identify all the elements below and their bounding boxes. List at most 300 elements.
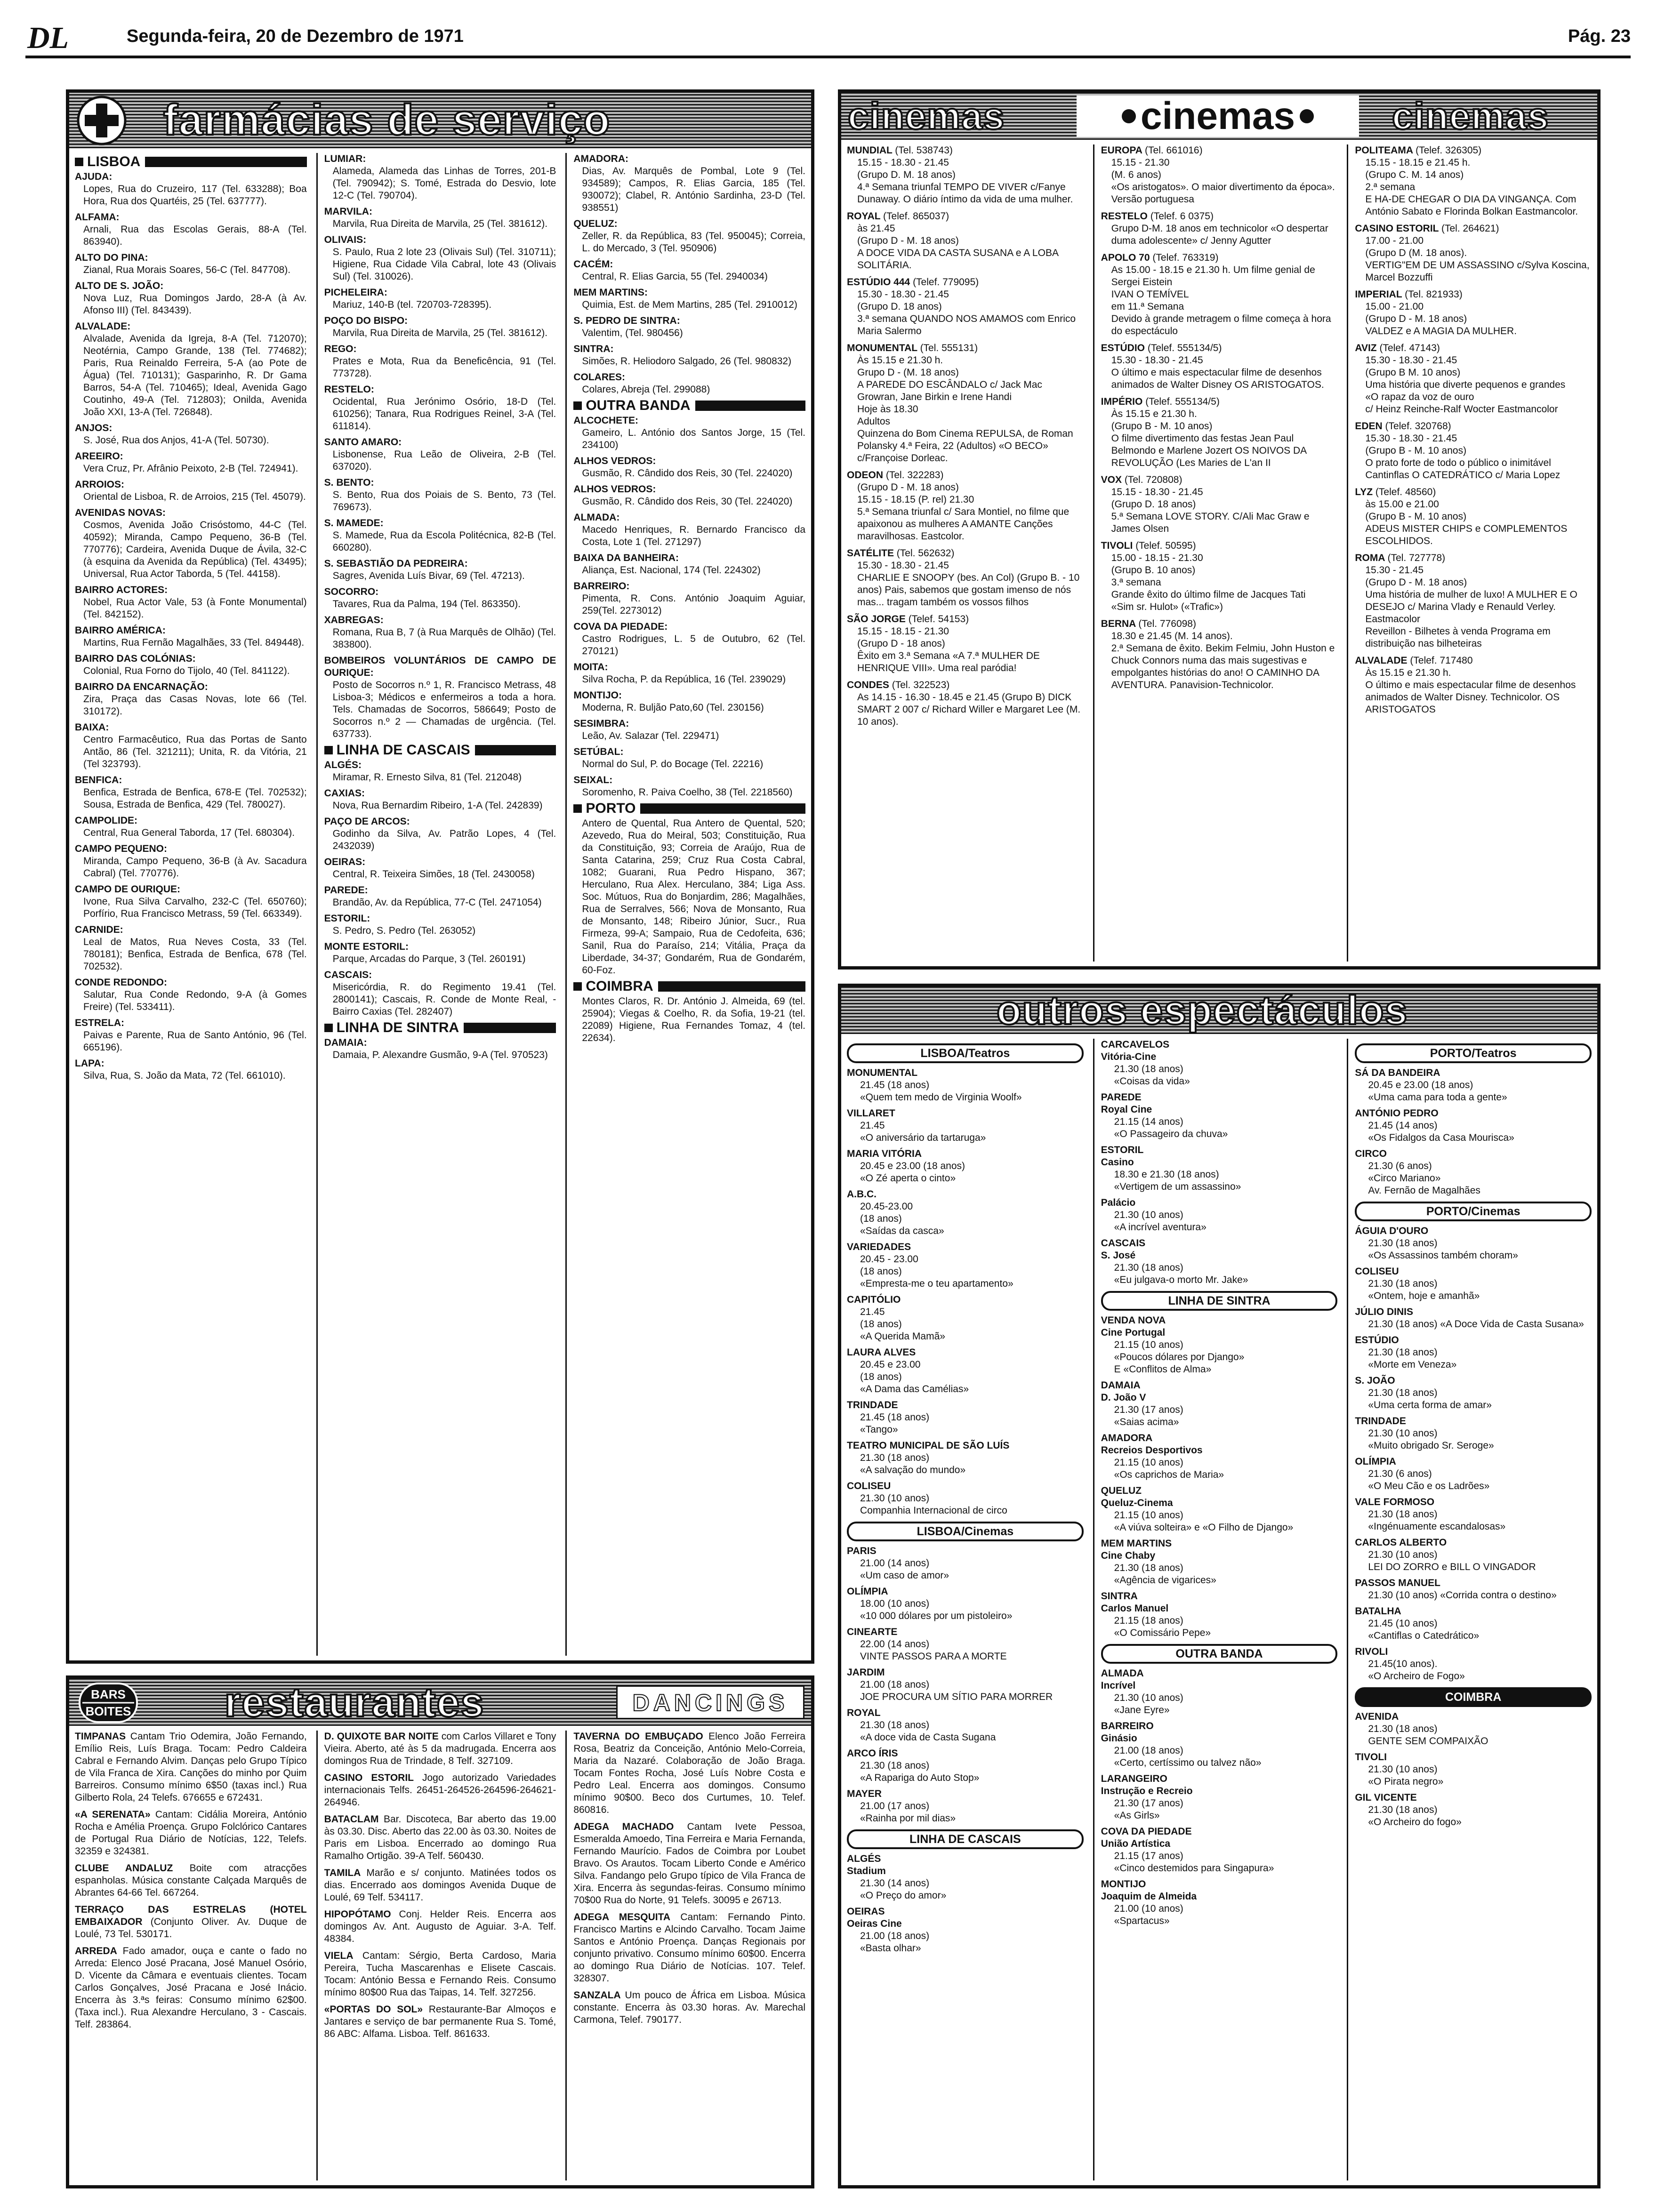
restaurantes-title: restaurantes <box>225 1679 485 1725</box>
bars-boites-badge <box>78 1682 139 1724</box>
outros-espectaculos-section <box>838 984 1601 2188</box>
cinema-phone: (Telef. 320768) <box>1385 421 1451 432</box>
pharmacy-entry <box>573 718 805 742</box>
category-pill: OUTRA BANDA <box>1101 1644 1338 1664</box>
pharmacy-details: Colonial, Rua Forno do Tijolo, 40 (Tel. 841122). <box>83 665 290 676</box>
cinema-phone: (Tel. 264621) <box>1441 223 1499 234</box>
pharmacy-area: MARVILA: <box>324 206 372 217</box>
show-details: 18.00 (10 anos) «10 000 dólares por um pistoleiro» <box>860 1598 1013 1621</box>
pharmacy-details: Alameda, Alameda das Linhas de Torres, 201-B (Tel. 790942); S. Tomé, Estrada do Desvio, lote 12-C (Tel. 790704). <box>332 166 556 201</box>
pharmacy-entry <box>75 171 307 208</box>
show-details: 21.45 (18 anos) «A Querida Mamã» <box>860 1306 945 1342</box>
category-pill: LISBOA/Teatros <box>847 1043 1084 1063</box>
pharmacy-details: Miranda, Campo Pequeno, 36-B (à Av. Sacadura Cabral) (Tel. 770776). <box>83 856 307 879</box>
pharmacy-details: Cosmos, Avenida João Crisóstomo, 44-C (Tel. 40592); Miranda, Campo Pequeno, 36-B (Tel. 770776); Cardeira, Avenida Duque de Ávila, 32-C (à esquina da Avenida da República) (Tel. 43495); Universal, Rua Actor Taborda, 5 (Tel. 44158). <box>83 520 307 579</box>
pharmacy-details: Moderna, R. Buljão Pato,60 (Tel. 230156) <box>582 702 764 713</box>
bar-name: SANZALA <box>573 1990 621 2001</box>
pharmacy-details: Gameiro, L. António dos Santos Jorge, 15 (Tel. 234100) <box>582 427 806 450</box>
cinema-listing <box>1355 552 1592 650</box>
show-details: 21.30 (10 anos) LEI DO ZORRO e BILL O VINGADOR <box>1368 1549 1536 1572</box>
pharmacy-details: Godinho da Silva, Av. Patrão Lopes, 4 (Tel. 2432039) <box>332 828 556 851</box>
pharmacy-entry <box>573 343 805 368</box>
venue-name: JÚLIO DINIS <box>1355 1306 1414 1317</box>
pharmacy-details: S. Mamede, Rua da Escola Politécnica, 82-B (Tel. 660280). <box>332 530 556 553</box>
venue-name: MARIA VITÓRIA <box>847 1148 922 1159</box>
cinema-name: VOX (Tel. 720808) <box>1101 474 1182 485</box>
venue-name: CINEARTE <box>847 1627 898 1637</box>
pharmacy-area: ALGÉS: <box>324 760 362 770</box>
show-listing <box>1101 1773 1338 1822</box>
pharmacy-entry <box>573 774 805 799</box>
pharmacy-area: ALHOS VEDROS: <box>573 484 656 495</box>
cinema-listing <box>847 144 1084 206</box>
bar-listing <box>573 1989 805 2026</box>
venue-name: S. JOÃO <box>1355 1375 1395 1386</box>
pharmacy-details: Salutar, Rua Conde Redondo, 9-A (à Gomes Freire) (Tel. 533411). <box>83 989 307 1012</box>
pharmacy-details: Oriental de Lisboa, R. de Arroios, 215 (Tel. 45079). <box>83 491 306 502</box>
outros-column-1 <box>847 1039 1084 2180</box>
venue-name: A.B.C. <box>847 1189 877 1200</box>
show-details: 21.30 (18 anos) «Eu julgava-o morto Mr. Jake» <box>1114 1262 1248 1285</box>
show-details: 18.30 e 21.30 (18 anos) «Vertigem de um assassino» <box>1114 1169 1241 1192</box>
pharmacy-details: Nova, Rua Bernardim Ribeiro, 1-A (Tel. 242839) <box>332 800 543 811</box>
issue-date: Segunda-feira, 20 de Dezembro de 1971 <box>127 26 464 46</box>
pharmacy-area: CAXIAS: <box>324 788 365 799</box>
venue-name: MONUMENTAL <box>847 1067 918 1078</box>
outros-title: outros espectáculos <box>997 988 1408 1033</box>
pharmacy-area: MEM MARTINS: <box>573 287 648 298</box>
dancings-label: DANCINGS <box>616 1685 804 1719</box>
cinemas-columns <box>847 144 1592 962</box>
pharmacy-area: PAREDE: <box>324 885 368 896</box>
show-details: 21.30 (6 anos) «Circo Mariano» Av. Fernão de Magalhães <box>1368 1161 1480 1196</box>
pharmacy-entry <box>324 517 556 554</box>
pharmacy-area: MOITA: <box>573 662 608 673</box>
pharmacy-area: PAÇO DE ARCOS: <box>324 816 410 827</box>
bullet-icon <box>1300 109 1314 123</box>
cinema-listing <box>1355 486 1592 547</box>
pharmacy-area: AREEIRO: <box>75 451 123 462</box>
bar-name: TAVERNA DO EMBUÇADO <box>573 1731 703 1742</box>
show-details: 21.30 (18 anos) «A doce vida de Casta Sugana <box>860 1720 996 1743</box>
pharmacy-entry <box>75 280 307 317</box>
show-listing <box>1355 1577 1592 1602</box>
venue-name: PARIS <box>847 1546 877 1556</box>
bar-listing <box>324 1908 556 1945</box>
pharmacy-details: Sagres, Avenida Luís Bivar, 69 (Tel. 47213). <box>332 570 525 581</box>
pharmacy-entry <box>324 969 556 1018</box>
svg-text:DL: DL <box>27 21 69 55</box>
farmacias-column-2 <box>316 153 556 1656</box>
show-listing <box>847 1241 1084 1290</box>
bar-details: Um pouco de África em Lisboa. Música constante. Encerra às 03.30 horas. Av. Marechal Carmona, Telef. 790177. <box>573 1990 806 2025</box>
show-details: 21.30 (6 anos) «O Meu Cão e os Ladrões» <box>1368 1468 1490 1491</box>
cinema-name: ALVALADE (Telef. 717480 <box>1355 655 1473 666</box>
cinemas-section <box>838 89 1601 970</box>
pharmacy-details: Lisbonense, Rua Leão de Oliveira, 2-B (Tel. 637020). <box>332 449 556 472</box>
pharmacy-area: ALTO DE S. JOÃO: <box>75 281 164 291</box>
cinema-name: IMPERIAL (Tel. 821933) <box>1355 289 1463 300</box>
cinema-details: (Grupo D - M. 18 anos) 15.15 - 18.15 (P. rel) 21.30 5.ª Semana triunfal c/ Sara Montiel, no filme que apaixonou as mulheres A AMANTE Canções maravilhosas. Eastcolor. <box>857 482 1070 542</box>
cinema-listing <box>847 613 1084 674</box>
bar-details: Cantam: Cidália Moreira, António Rocha e Amélia Proença. Grupo Folclórico Cantares de Portugal Rua Diário de Notícias, 122, Telefs. 32359 e 324381. <box>75 1809 307 1857</box>
venue-name: VARIEDADES <box>847 1242 911 1252</box>
masthead <box>25 21 1631 55</box>
pharmacy-entry <box>573 621 805 657</box>
show-details: 21.45 (18 anos) «Quem tem medo de Virginia Woolf» <box>860 1080 1022 1103</box>
pharmacy-entry <box>324 558 556 582</box>
show-listing <box>847 1188 1084 1237</box>
cinemas-column-2 <box>1093 144 1338 962</box>
cinema-name: ESTÚDIO 444 (Telef. 779095) <box>847 277 979 288</box>
pharmacy-area: AJUDA: <box>75 171 113 182</box>
pharmacy-area: BAIRRO DAS COLÓNIAS: <box>75 653 196 664</box>
bar-listing <box>573 1821 805 1907</box>
bar-details: Bar. Discoteca, Bar aberto das 19.00 às 03.30. Disc. Aberto das 22.00 às 03.30. Noites de Paris em Lisboa. Encerrado ao domingo Rua Ramalho Ortigão. 39-A Telf. 560430. <box>324 1814 556 1861</box>
cinema-phone: (Telef. 48560) <box>1375 487 1436 497</box>
venue-name: CARCAVELOS Vitória-Cine <box>1101 1039 1170 1062</box>
pharmacy-details: Benfica, Estrada de Benfica, 678-E (Tel. 702532); Sousa, Estrada de Benfica, 429 (Tel. 780027). <box>83 787 307 810</box>
cinema-listing <box>847 276 1084 337</box>
cinema-details: Às 15.15 e 21.30 h. (Grupo B - M. 10 anos) O filme divertimento das festas Jean Paul Belmondo e Marlene Jozert OS NOIVOS DA REVOLUÇÃO (Les Maries de L'an II <box>1111 409 1307 468</box>
linha-cascais-heading: LINHA DE CASCAIS <box>324 744 556 756</box>
pharmacy-area: ESTRELA: <box>75 1018 124 1028</box>
pharmacy-details: Romana, Rua B, 7 (à Rua Marquês de Olhão) (Tel. 383800). <box>332 627 556 650</box>
venue-name: SÁ DA BANDEIRA <box>1355 1067 1440 1078</box>
show-listing <box>1101 1144 1338 1193</box>
venue-name: ARCO ÍRIS <box>847 1748 898 1759</box>
pharmacy-area: SOCORRO: <box>324 586 379 597</box>
show-details: 21.15 (10 anos) «A viúva solteira» e «O Filho de Django» <box>1114 1510 1294 1533</box>
pharmacy-details: Zira, Praça das Casas Novas, lote 66 (Tel. 310172). <box>83 694 307 717</box>
venue-name: ALMADA Incrível <box>1101 1668 1144 1691</box>
pharmacy-details: Soromenho, R. Paiva Coelho, 38 (Tel. 2218560) <box>582 787 793 798</box>
pharmacy-area: ALVALADE: <box>75 321 131 332</box>
pharmacy-area: SINTRA: <box>573 344 614 354</box>
pharmacy-entry <box>573 661 805 686</box>
bar-listing <box>324 1867 556 1904</box>
show-details: 21.30 (10 anos) «Muito obrigado Sr. Seroge» <box>1368 1428 1494 1451</box>
cinema-details: 15.15 - 21.30 (M. 6 anos) «Os aristogatos». O maior divertimento da época». Versão portuguesa <box>1111 157 1335 205</box>
pharmacy-area: BENFICA: <box>75 775 122 785</box>
pharmacy-entry <box>75 924 307 973</box>
cinema-name: CONDES (Tel. 322523) <box>847 680 950 690</box>
venue-name: OLÍMPIA <box>1355 1456 1396 1467</box>
cinema-details: As 15.00 - 18.15 e 21.30 h. Um filme genial de Sergei Eistein IVAN O TEMÍVEL em 11.ª Semana Devido à grande metragem o filme começa à hora do espectáculo <box>1111 264 1331 337</box>
pharmacy-details: Macedo Henriques, R. Bernardo Francisco da Costa, Lote 1 (Tel. 271297) <box>582 524 806 547</box>
cinema-details: 15.15 - 18.30 - 21.45 (Grupo D. 18 anos) 5.ª Semana LOVE STORY. C/Ali Mac Graw e James Olsen <box>1111 487 1310 534</box>
cinema-phone: (Telef. 763319) <box>1152 252 1219 263</box>
venue-name: OEIRAS Oeiras Cine <box>847 1906 902 1929</box>
venue-name: QUELUZ Queluz-Cinema <box>1101 1485 1173 1508</box>
show-listing <box>847 1707 1084 1744</box>
cinema-listing <box>1355 420 1592 481</box>
pharmacy-details: Aliança, Est. Nacional, 174 (Tel. 224302) <box>582 565 761 576</box>
pharmacy-details: S. Pedro, S. Pedro (Tel. 263052) <box>332 925 476 936</box>
bar-name: TIMPANAS <box>75 1731 126 1742</box>
pharmacy-entry <box>573 552 805 577</box>
bar-details: Cantam Trio Odemira, João Fernando, Emílio Reis, Luís Braga. Tocam: Pedro Caldeira Cabral e Fernando Alvim. Danças pelo Grupo Típico de Vila Franca de Xira. Canções do minho por Quim Barreiros. Consumo mínimo 6$50 (taxas incl.) Rua Gilberto Rola, 24 Telefs. 676655 e 672431. <box>75 1731 307 1803</box>
bar-details: Restaurante-Bar Almoços e Jantares e serviço de bar permanente Rua S. Tomé, 86 ABC: Alfama. Lisboa. Telf. 861633. <box>324 2004 556 2039</box>
show-details: 21.00 (18 anos) «Certo, certíssimo ou talvez não» <box>1114 1745 1262 1768</box>
venue-name: LARANGEIRO Instrução e Recreio <box>1101 1773 1193 1796</box>
pharmacy-entry <box>573 415 805 451</box>
pharmacy-area: CAMPO DE OURIQUE: <box>75 884 181 895</box>
cinema-phone: (Telef. 47143) <box>1379 343 1440 353</box>
coimbra-heading: COIMBRA <box>573 980 805 993</box>
show-listing <box>1355 1711 1592 1747</box>
bar-name: CLUBE ANDALUZ <box>75 1863 173 1874</box>
pharmacy-area: CASCAIS: <box>324 970 372 980</box>
pharmacy-cross-icon <box>76 96 128 145</box>
show-details: 21.30 (18 anos) «Ontem, hoje e amanhã» <box>1368 1278 1480 1301</box>
cinema-listing <box>847 469 1084 543</box>
pharmacy-details: Parque, Arcadas do Parque, 3 (Tel. 260191) <box>332 954 526 964</box>
cinema-name: LYZ (Telef. 48560) <box>1355 487 1436 497</box>
show-details: 21.00 (10 anos) «Spartacus» <box>1114 1903 1183 1926</box>
pharmacy-area: COLARES: <box>573 372 626 383</box>
pharmacy-details: Vera Cruz, Pr. Afrânio Peixoto, 2-B (Tel. 724941). <box>83 463 298 474</box>
show-details: 21.30 (18 anos) «Os Assassinos também choram» <box>1368 1238 1518 1261</box>
bar-listing <box>75 1945 307 2031</box>
pharmacy-entry <box>573 512 805 548</box>
pharmacy-details: Brandão, Av. da República, 77-C (Tel. 2471054) <box>332 897 542 908</box>
pharmacy-details: Damaia, P. Alexandre Gusmão, 9-A (Tel. 970523) <box>332 1050 548 1060</box>
show-details: 21.15 (17 anos) «Cinco destemidos para Singapura» <box>1114 1851 1274 1874</box>
show-listing <box>847 1399 1084 1436</box>
show-details: 21.00 (14 anos) «Um caso de amor» <box>860 1558 949 1581</box>
show-details: 21.30 (18 anos) «Agência de vigarices» <box>1114 1563 1216 1586</box>
page-number: Pág. 23 <box>1568 26 1631 46</box>
pharmacy-details: Ivone, Rua Silva Carvalho, 232-C (Tel. 650760); Porfírio, Rua Francisco Metrass, 59 (Tel. 663349). <box>83 896 307 919</box>
cinema-phone: (Telef. 865037) <box>883 211 949 222</box>
cinema-details: 18.30 e 21.45 (M. 14 anos). 2.ª Semana de êxito. Bekim Felmiu, John Huston e Chuck Connors numa das mais sugestivas e empolgantes histórias do ano! O CAMINHO DA AVENTURA. Panavision-Technicolor. <box>1111 631 1335 690</box>
pharmacy-area: MONTIJO: <box>573 690 622 701</box>
cinemas-column-1 <box>847 144 1084 962</box>
show-details: 21.30 (18 anos) «A Doce Vida de Casta Susana» <box>1368 1319 1584 1330</box>
pharmacy-area: LAPA: <box>75 1058 105 1069</box>
pharmacy-details: Central, Rua General Taborda, 17 (Tel. 680304). <box>83 827 295 838</box>
cinema-listing <box>1355 342 1592 416</box>
show-listing <box>847 1107 1084 1144</box>
pharmacy-details: Quimia, Est. de Mem Martins, 285 (Tel. 2910012) <box>582 299 797 310</box>
pharmacy-entry <box>573 817 805 977</box>
show-listing <box>1355 1334 1592 1371</box>
cinema-details: 17.00 - 21.00 (Grupo D (M. 18 anos). VERTIG"EM DE UM ASSASSINO c/Sylva Koscina, Marcel Bozzuffi <box>1365 235 1590 283</box>
pharmacy-entry <box>573 483 805 508</box>
cinema-phone: (Tel. 562632) <box>896 548 955 559</box>
pharmacy-details: Prates e Mota, Rua da Beneficência, 91 (Tel. 773728). <box>332 356 556 379</box>
pharmacy-entry <box>75 422 307 447</box>
pharmacy-details: Zeller, R. da República, 83 (Tel. 950045); Correia, L. do Mercado, 3 (Tel. 950906) <box>582 231 806 254</box>
show-listing <box>1355 1375 1592 1411</box>
cinema-name: MONUMENTAL (Tel. 555131) <box>847 343 978 353</box>
show-listing <box>1355 1067 1592 1104</box>
pharmacy-details: Simões, R. Heliodoro Salgado, 26 (Tel. 980832) <box>582 356 792 367</box>
pharmacy-details: Central, R. Elias Garcia, 55 (Tel. 2940034) <box>582 271 768 282</box>
show-details: 21.45 (14 anos) «Os Fidalgos da Casa Mourisca» <box>1368 1120 1514 1143</box>
bar-details: Conj. Helder Reis. Encerra aos domingos Av. Ant. Augusto de Aguiar. 3-A. Telf. 48384. <box>324 1909 556 1944</box>
bars-column-1 <box>75 1731 307 2180</box>
venue-name: ESTÚDIO <box>1355 1335 1399 1346</box>
show-details: 21.30 (17 anos) «As Girls» <box>1114 1798 1183 1821</box>
cinema-phone: (Telef. 54153) <box>908 614 969 625</box>
cinema-listing <box>1101 210 1338 247</box>
cinema-phone: (Tel. 821933) <box>1405 289 1463 300</box>
pharmacy-entry <box>324 586 556 610</box>
bar-name: «A SERENATA» <box>75 1809 151 1820</box>
cinema-details: 15.15 - 18.15 e 21.45 h. (Grupo C. M. 14 anos) 2.ª semana E HA-DE CHEGAR O DIA DA VINGANÇA. Com António Sabato e Florinda Bolkan Eastmancolor. <box>1365 157 1578 217</box>
show-listing <box>847 1067 1084 1104</box>
cinema-listing <box>1355 655 1592 716</box>
pharmacy-details: Valentim, (Tel. 980456) <box>582 328 683 338</box>
bar-listing <box>324 1772 556 1809</box>
bar-details: Marão e s/ conjunto. Matinées todos os dias. Encerrado aos domingos Avenida Duque de Loulé, 69 Telf. 534117. <box>324 1867 556 1903</box>
pharmacy-area: CACÉM: <box>573 259 613 270</box>
show-details: 21.45 (10 anos) «Cantiflas o Catedrático» <box>1368 1618 1480 1641</box>
pharmacy-area: ALHOS VEDROS: <box>573 456 656 466</box>
cinema-details: 15.15 - 18.30 - 21.45 (Grupo D. M. 18 anos) 4.ª Semana triunfal TEMPO DE VIVER c/Fanye Dunaway. O diário íntimo da vida de uma mulher. <box>857 157 1073 205</box>
pharmacy-entry <box>573 371 805 396</box>
pharmacy-entry <box>75 625 307 649</box>
pharmacy-details: Martins, Rua Fernão Magalhães, 33 (Tel. 849448). <box>83 637 305 648</box>
show-listing <box>1355 1306 1592 1330</box>
bar-details: Jogo autorizado Variedades internacionais Telfs. 26451-264526-264596-264621-264946. <box>324 1772 556 1808</box>
venue-name: VENDA NOVA Cine Portugal <box>1101 1315 1166 1338</box>
venue-name: PASSOS MANUEL <box>1355 1578 1440 1588</box>
cinema-name: MUNDIAL (Tel. 538743) <box>847 145 953 156</box>
venue-name: ESTORIL Casino <box>1101 1145 1144 1168</box>
pharmacy-entry <box>324 153 556 202</box>
cinema-details: Às 15.15 e 21.30 h. O último e mais espectacular filme de desenhos animados de Walter Disney. Technicolor. OS ARISTOGATOS <box>1365 667 1576 715</box>
pharmacy-details: Zianal, Rua Morais Soares, 56-C (Tel. 847708). <box>83 264 291 275</box>
pharmacy-entry <box>324 941 556 965</box>
pharmacy-entry <box>75 450 307 475</box>
cinema-details: Às 15.15 e 21.30 h. Grupo D - (M. 18 anos) A PAREDE DO ESCÂNDALO c/ Jack Mac Growran, Jane Birkin e Irene Handi Hoje às 18.30 Adultos Quinzena do Bom Cinema REPULSA, de Roman Polansky 4.ª Feira, 22 (Adultos) «O BECO» c/Françoise Dorleac. <box>857 355 1073 464</box>
pharmacy-details: S. José, Rua dos Anjos, 41-A (Tel. 50730). <box>83 435 269 446</box>
cinema-listing <box>1101 144 1338 206</box>
venue-name: ALGÉS Stadium <box>847 1853 886 1876</box>
pharmacy-area: S. PEDRO DE SINTRA: <box>573 315 680 326</box>
show-listing <box>847 1626 1084 1663</box>
pharmacy-area: AVENIDAS NOVAS: <box>75 507 166 518</box>
cinema-details: 15.30 - 18.30 - 21.45 (Grupo B - M. 10 anos) O prato forte de todo o público o inimitável Cantinflas O CATEDRÁTICO c/ Maria Lopez <box>1365 433 1560 481</box>
show-listing <box>1355 1148 1592 1197</box>
pharmacy-area: ALTO DO PINA: <box>75 252 148 263</box>
pharmacy-area: LUMIAR: <box>324 153 366 164</box>
venue-name: VILLARET <box>847 1108 895 1119</box>
venue-name: CASCAIS S. José <box>1101 1238 1146 1261</box>
show-details: 21.45 (18 anos) «Tango» <box>860 1412 930 1435</box>
pharmacy-entry <box>75 653 307 677</box>
cinema-phone: (Tel. 322523) <box>892 680 950 690</box>
venue-name: CIRCO <box>1355 1148 1387 1159</box>
venue-name: ROYAL <box>847 1707 881 1718</box>
lisboa-heading: LISBOA <box>75 156 307 168</box>
venue-name: ÁGUIA D'OURO <box>1355 1226 1429 1236</box>
show-listing <box>847 1440 1084 1476</box>
cinemas-column-3 <box>1347 144 1592 962</box>
show-details: 21.15 (18 anos) «O Comissário Pepe» <box>1114 1615 1211 1638</box>
pharmacy-details: Gusmão, R. Cândido dos Reis, 30 (Tel. 224020) <box>582 496 793 507</box>
venue-name: BATALHA <box>1355 1606 1401 1617</box>
show-listing <box>1101 1314 1338 1376</box>
show-listing <box>1355 1792 1592 1828</box>
show-details: 20.45 e 23.00 (18 anos) «O Zé aperta o cinto» <box>860 1161 965 1184</box>
bar-name: ARREDA <box>75 1946 117 1956</box>
pharmacy-area: SESIMBRA: <box>573 718 629 729</box>
show-details: 21.00 (17 anos) «Rainha por mil dias» <box>860 1801 956 1824</box>
venue-name: GIL VICENTE <box>1355 1792 1417 1803</box>
cinema-listing <box>1355 144 1592 218</box>
show-listing <box>1355 1225 1592 1262</box>
cinema-listing <box>1101 396 1338 469</box>
show-listing <box>1355 1751 1592 1788</box>
cinemas-banner-right: cinemas <box>1392 95 1550 137</box>
pharmacy-area: POÇO DO BISPO: <box>324 315 408 326</box>
pharmacy-area: OEIRAS: <box>324 857 366 867</box>
bullet-icon <box>1122 109 1136 123</box>
pharmacy-entry <box>573 995 805 1044</box>
bar-details: (Conjunto Oliver. Av. Duque de Loulé, 73 Tel. 530171. <box>75 1916 307 1940</box>
pharmacy-details: Colares, Abreja (Tel. 299088) <box>582 384 710 395</box>
newspaper-logo <box>25 21 124 54</box>
cinema-phone: (Telef. 50595) <box>1135 540 1196 551</box>
cinema-name: AVIZ (Telef. 47143) <box>1355 343 1440 353</box>
bar-listing <box>573 1911 805 1985</box>
farmacias-section <box>66 89 814 1664</box>
pharmacy-details: Marvila, Rua Direita de Marvila, 25 (Tel. 381612). <box>332 218 548 229</box>
outros-columns <box>847 1039 1592 2180</box>
venue-name: MAYER <box>847 1788 882 1799</box>
cinema-name: IMPÉRIO (Telef. 555134/5) <box>1101 396 1220 407</box>
show-details: 21.30 (18 anos) «Coisas da vida» <box>1114 1064 1190 1087</box>
pharmacy-entry <box>324 206 556 230</box>
pharmacy-details: Lopes, Rua do Cruzeiro, 117 (Tel. 633288); Boa Hora, Rua dos Quartéis, 25 (Tel. 637777). <box>83 184 307 207</box>
cinema-details: 15.30 - 18.30 - 21.45 (Grupo B M. 10 anos) Uma história que diverte pequenos e grandes «O rapaz da voz de ouro c/ Heinz Reinche-Ralf Wocter Eastmancolor <box>1365 355 1566 415</box>
cinemas-title: cinemas <box>1077 96 1359 137</box>
show-listing <box>1101 1485 1338 1534</box>
cinema-details: 15.00 - 18.15 - 21.30 (Grupo B. 10 anos) 3.ª semana Grande êxito do último filme de Jacques Tati «Sim sr. Hulot» («Trafic») <box>1111 553 1306 612</box>
pharmacy-area: CAMPO PEQUENO: <box>75 843 168 854</box>
porto-heading: PORTO <box>573 802 805 815</box>
bar-listing <box>75 1731 307 1804</box>
pharmacy-details: Mariuz, 140-B (tel. 720703-728395). <box>332 299 492 310</box>
pharmacy-area: BAIRRO DA ENCARNAÇÃO: <box>75 681 208 692</box>
show-listing <box>1101 1379 1338 1428</box>
farmacias-banner <box>69 93 811 148</box>
cinema-name: EDEN (Telef. 320768) <box>1355 421 1451 432</box>
cinema-details: 15.30 - 18.30 - 21.45 CHARLIE E SNOOPY (bes. An Col) (Grupo B. - 10 anos) Pais, sabemos que gostam imenso de nós mas... tragam também os vossos filhos <box>857 560 1080 608</box>
linha-sintra-heading: LINHA DE SINTRA <box>324 1022 556 1034</box>
bars-banner <box>69 1679 811 1726</box>
pharmacy-entry <box>324 315 556 339</box>
cinemas-banner-left: cinemas <box>848 95 1005 137</box>
cinema-name: POLITEAMA (Telef. 326305) <box>1355 145 1482 156</box>
venue-name: VALE FORMOSO <box>1355 1497 1435 1507</box>
show-details: 21.00 (18 anos) JOE PROCURA UM SÍTIO PARA MORRER <box>860 1679 1053 1702</box>
category-pill: PORTO/Teatros <box>1355 1043 1592 1063</box>
pharmacy-details: S. Bento, Rua dos Poiais de S. Bento, 73 (Tel. 769673). <box>332 489 556 513</box>
show-listing <box>1101 1590 1338 1639</box>
show-listing <box>847 1545 1084 1582</box>
cinema-listing <box>1355 289 1592 337</box>
show-listing <box>847 1667 1084 1703</box>
pharmacy-area: QUELUZ: <box>573 218 618 229</box>
cinema-name: SÃO JORGE (Telef. 54153) <box>847 614 969 625</box>
bar-listing <box>324 1813 556 1862</box>
pharmacy-details: Posto de Socorros n.º 1, R. Francisco Metrass, 48 Lisboa-3; Médicos e enfermeiros a toda a hora. Tels. Chamadas de Socorros, 586649; Posto de Socorros n.º 2 — Chamadas de urgência. (Tel. 637733). <box>332 680 556 739</box>
